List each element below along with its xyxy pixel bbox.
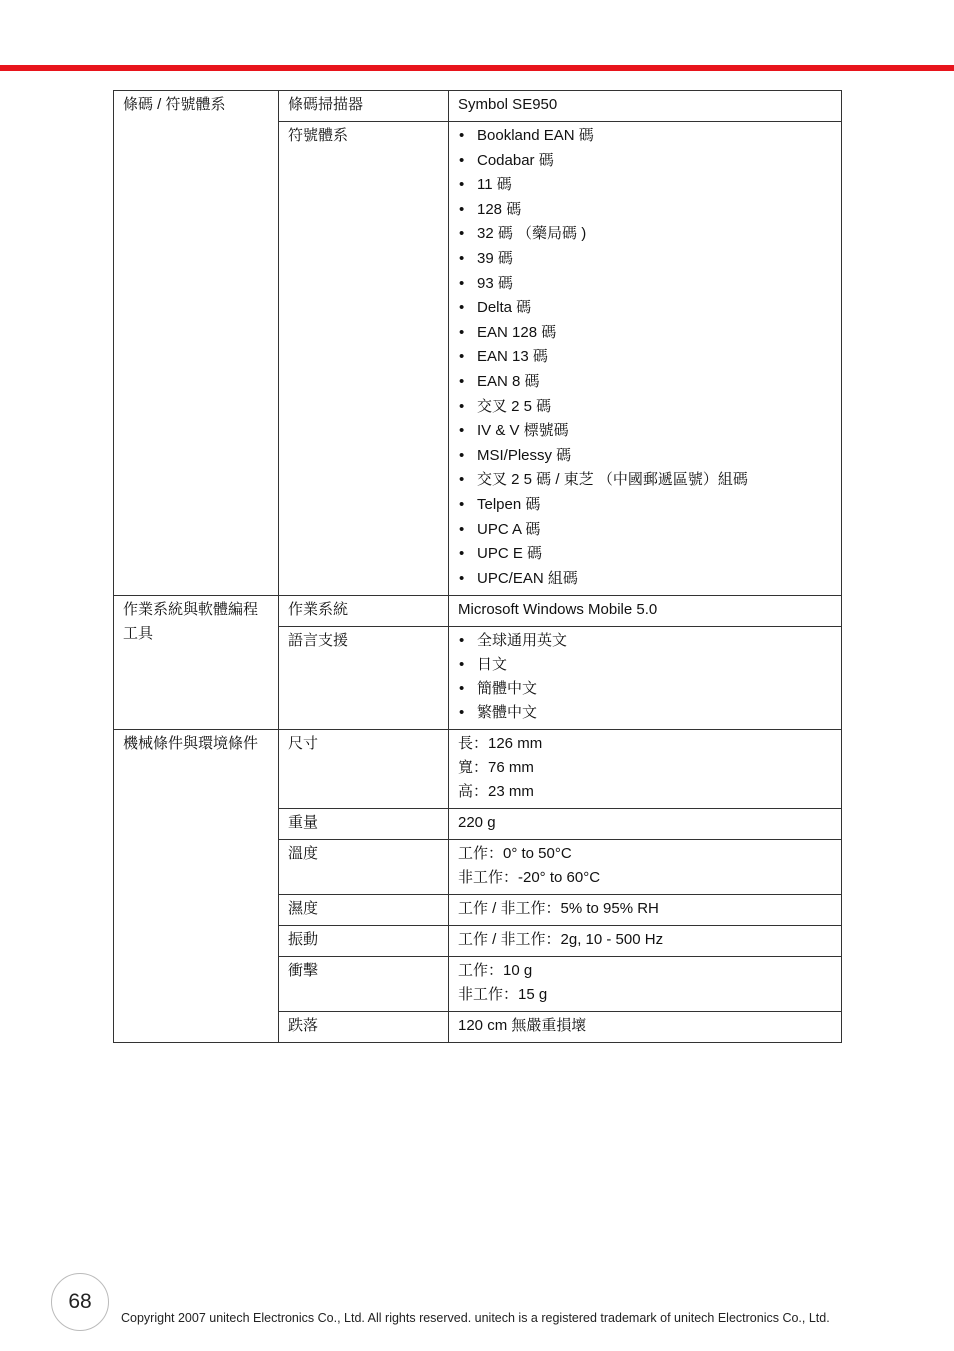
spec-label: 條碼掃描器 [279, 91, 449, 122]
list-item: • EAN 13 碼 [458, 345, 833, 370]
table-row [114, 91, 842, 122]
copyright-notice: Copyright 2007 unitech Electronics Co., Ltd. All rights reserved. unitech is a registered trademark of unitech Electronics Co., Ltd. [121, 1311, 830, 1325]
list-item: • 11 碼 [458, 173, 833, 198]
spec-value: 工作 / 非工作：5% to 95% RH [449, 895, 842, 926]
spec-value [449, 627, 842, 730]
top-red-bar [0, 65, 954, 71]
list-item: • UPC A 碼 [458, 518, 833, 543]
spec-label: 作業系統 [279, 596, 449, 627]
list-item: • 32 碼 （藥局碼 ) [458, 222, 833, 247]
size-height: 高：23 mm [458, 783, 534, 801]
list-item: • 39 碼 [458, 247, 833, 272]
spec-label: 衝擊 [279, 957, 449, 1012]
page-number: 68 [51, 1273, 109, 1331]
spec-label: 跌落 [279, 1012, 449, 1043]
spec-value: Symbol SE950 [449, 91, 842, 122]
list-item: • 全球通用英文 [458, 629, 833, 653]
list-item: • MSI/Plessy 碼 [458, 444, 833, 469]
list-item: • Bookland EAN 碼 [458, 124, 833, 149]
list-item: • Delta 碼 [458, 296, 833, 321]
list-item: • 繁體中文 [458, 701, 833, 725]
spec-label: 符號體系 [279, 122, 449, 596]
list-item: • Telpen 碼 [458, 493, 833, 518]
table-row [114, 596, 842, 627]
category-cell: 條碼 / 符號體系 [114, 91, 279, 596]
temp-storage: 非工作：-20° to 60°C [458, 869, 601, 887]
spec-value: 工作 / 非工作：2g, 10 - 500 Hz [449, 926, 842, 957]
category-cell: 作業系統與軟體編程工具 [114, 596, 279, 730]
spec-value [449, 122, 842, 596]
list-item: • UPC/EAN 組碼 [458, 567, 833, 592]
list-item: • EAN 8 碼 [458, 370, 833, 395]
list-item: • 日文 [458, 653, 833, 677]
spec-value [449, 730, 842, 809]
list-item: • 簡體中文 [458, 677, 833, 701]
list-item: • Codabar 碼 [458, 149, 833, 174]
table-row [114, 730, 842, 809]
spec-label: 語言支援 [279, 627, 449, 730]
list-item: • IV & V 標號碼 [458, 419, 833, 444]
list-item: • 128 碼 [458, 198, 833, 223]
spec-value [449, 957, 842, 1012]
spec-label: 重量 [279, 809, 449, 840]
temp-operating: 工作：0° to 50°C [458, 845, 572, 863]
category-cell: 機械條件與環境條件 [114, 730, 279, 1043]
spec-value: 120 cm 無嚴重損壞 [449, 1012, 842, 1043]
list-item: • EAN 128 碼 [458, 321, 833, 346]
shock-operating: 工作：10 g [458, 962, 533, 980]
spec-label: 溫度 [279, 840, 449, 895]
spec-value: 220 g [449, 809, 842, 840]
list-item: • UPC E 碼 [458, 542, 833, 567]
size-length: 長：126 mm [458, 735, 543, 753]
list-item: • 交叉 2 5 碼 [458, 395, 833, 420]
size-width: 寬：76 mm [458, 759, 534, 777]
spec-label: 尺寸 [279, 730, 449, 809]
spec-value [449, 840, 842, 895]
spec-label: 振動 [279, 926, 449, 957]
spec-table [113, 90, 842, 1043]
list-item: • 93 碼 [458, 272, 833, 297]
symbology-list [458, 124, 833, 591]
spec-value: Microsoft Windows Mobile 5.0 [449, 596, 842, 627]
shock-storage: 非工作：15 g [458, 986, 548, 1004]
spec-label: 濕度 [279, 895, 449, 926]
language-list [458, 629, 833, 725]
list-item: • 交叉 2 5 碼 / 東芝 （中國郵遞區號）組碼 [458, 468, 833, 493]
